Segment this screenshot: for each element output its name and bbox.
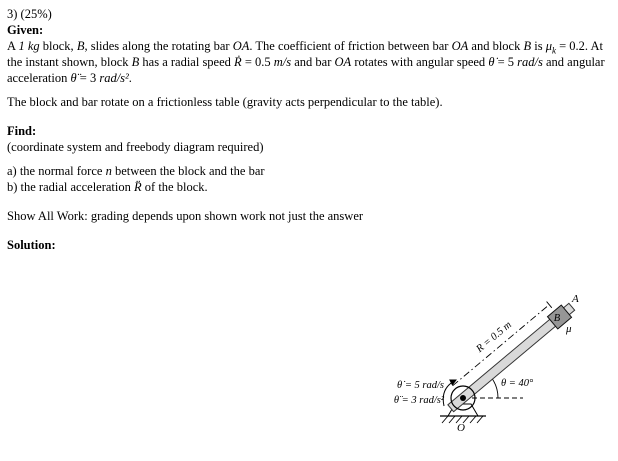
- mechanism-diagram: [368, 278, 612, 448]
- text-segment: , slides along the rotating bar: [84, 39, 233, 53]
- item-b-text: b) the radial acceleration: [7, 180, 135, 194]
- text-segment: B: [523, 39, 532, 53]
- text-segment: OA: [232, 39, 250, 53]
- diagram-svg: [368, 278, 612, 448]
- text-segment: OA: [334, 55, 352, 69]
- text-segment: and block: [468, 39, 524, 53]
- text-segment: θ̈: [70, 71, 77, 85]
- item-b-text-post: of the block.: [141, 180, 208, 194]
- text-segment: .: [128, 71, 132, 85]
- item-a-text: a) the normal force: [7, 164, 106, 178]
- text-segment: and angular acceleration: [7, 55, 605, 85]
- solution-heading: Solution:: [7, 238, 56, 252]
- text-segment: has a radial speed: [139, 55, 235, 69]
- item-a-text-post: between the block and the bar: [111, 164, 265, 178]
- text-segment: = 0.2. At the instant shown, block: [7, 39, 603, 69]
- radius-dimension-line: [453, 305, 550, 386]
- find-note: (coordinate system and freebody diagram required): [7, 140, 264, 154]
- given-heading: Given:: [7, 23, 44, 37]
- problem-number: 3) (25%): [7, 7, 52, 21]
- find-item-b: [7, 179, 609, 195]
- radius-dimension-tick: [547, 302, 552, 308]
- show-work-note: Show All Work: grading depends upon shown work not just the answer: [7, 209, 364, 223]
- find-item-a: [7, 163, 609, 179]
- text-segment: OA: [451, 39, 469, 53]
- text-segment: rad/s²: [99, 71, 129, 85]
- text-segment: . The coefficient of friction between bar: [249, 39, 452, 53]
- item-b-variable: R̈: [134, 180, 142, 194]
- label-pivot-O: O: [457, 422, 465, 434]
- given-paragraph: [7, 38, 609, 86]
- label-point-A: A: [572, 293, 579, 305]
- text-segment: rad/s: [517, 55, 543, 69]
- text-segment: Ṙ: [234, 55, 242, 69]
- text-segment: 1 kg: [18, 39, 40, 53]
- label-radius: R = 0.5 m: [474, 319, 514, 355]
- label-angle: θ = 40°: [501, 378, 534, 389]
- text-segment: is: [531, 39, 546, 53]
- text-segment: = 3: [76, 71, 100, 85]
- text-segment: block,: [39, 39, 77, 53]
- text-segment: = 0.5: [241, 55, 274, 69]
- text-segment: θ̇: [488, 55, 495, 69]
- table-note: The block and bar rotate on a frictionless table (gravity acts perpendicular to the table).: [7, 95, 443, 109]
- label-block-B: B: [553, 313, 561, 324]
- text-segment: and bar: [291, 55, 335, 69]
- text-segment: A: [7, 39, 19, 53]
- text-segment: rotates with angular: [351, 55, 454, 69]
- item-a-variable: n: [105, 164, 112, 178]
- label-angular-accel: θ̈ = 3 rad/s²: [393, 395, 444, 406]
- text-segment: m/s: [273, 55, 292, 69]
- text-segment: B: [76, 39, 85, 53]
- label-angular-speed: θ̇ = 5 rad/s: [397, 380, 444, 391]
- pivot-pin-icon: [460, 395, 466, 401]
- text-segment: speed: [453, 55, 489, 69]
- label-friction-mu: μ: [566, 323, 572, 335]
- find-heading: Find:: [7, 124, 37, 138]
- text-segment: k: [551, 45, 556, 56]
- text-segment: = 5: [494, 55, 518, 69]
- text-segment: B: [131, 55, 140, 69]
- text-segment: μ: [545, 39, 552, 53]
